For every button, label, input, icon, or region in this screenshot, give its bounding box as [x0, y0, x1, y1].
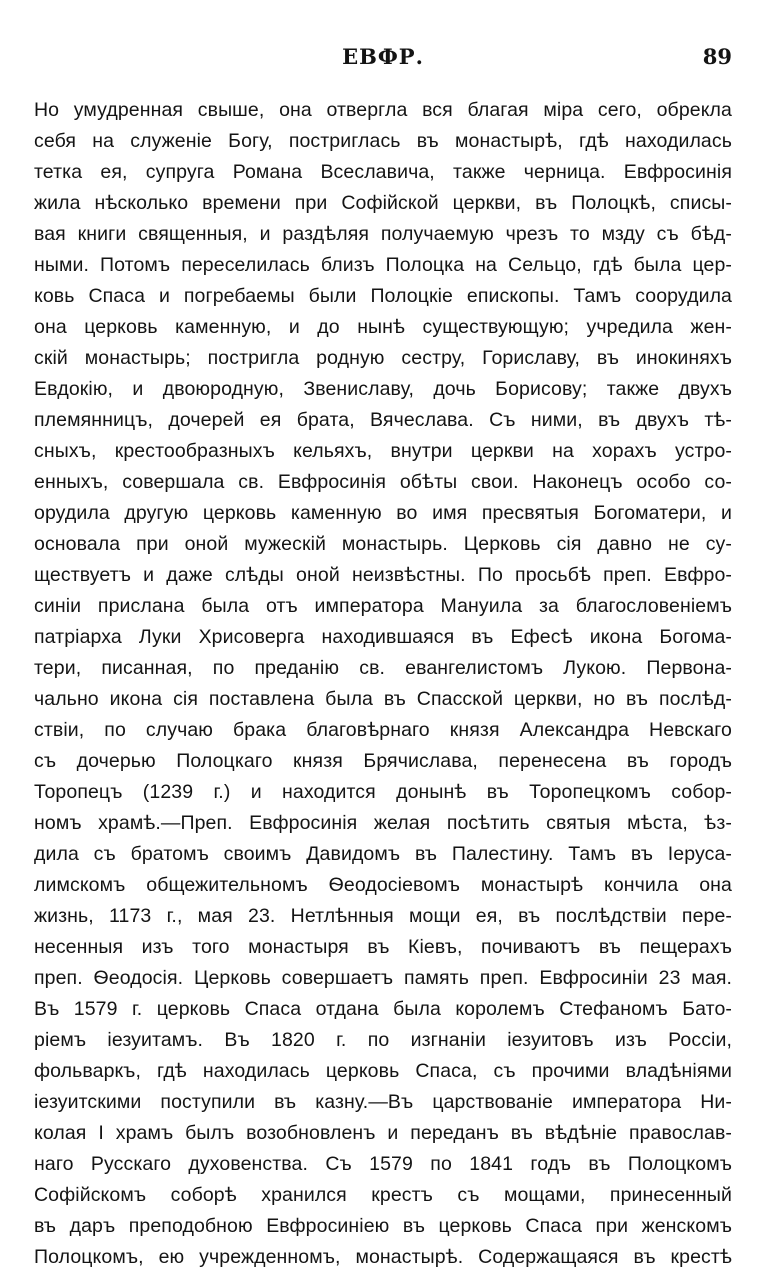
text-line: Софійскомъ соборѣ хранился крестъ съ мощами, принесенный	[34, 1184, 732, 1206]
text-line: себя на служеніе Богу, постриглась въ монастырѣ, гдѣ находилась	[34, 130, 732, 152]
text-line: ріемъ іезуитамъ. Въ 1820 г. по изгнаніи іезуитовъ изъ Россіи,	[34, 1029, 732, 1051]
body-text	[34, 95, 732, 1273]
text-line: скій монастырь; постригла родную сестру, Гориславу, въ инокиняхъ	[34, 347, 732, 369]
text-line: іезуитскими поступили въ казну.—Въ царствованіе императора Ни-	[34, 1091, 732, 1113]
text-line: сныхъ, крестообразныхъ кельяхъ, внутри церкви на хорахъ устро-	[34, 440, 732, 462]
text-line: Въ 1579 г. церковь Спаса отдана была королемъ Стефаномъ Бато-	[34, 998, 732, 1020]
text-line: тери, писанная, по преданію св. евангелистомъ Лукою. Первона-	[34, 657, 732, 679]
text-line: тетка ея, супруга Романа Всеславича, также черница. Евфросинія	[34, 161, 732, 183]
text-line: фольваркъ, гдѣ находилась церковь Спаса, съ прочими владѣніями	[34, 1060, 732, 1082]
text-line: преп. Ѳеодосія. Церковь совершаетъ память преп. Евфросиніи 23 мая.	[34, 967, 732, 989]
text-line: колая I храмъ былъ возобновленъ и переданъ въ вѣдѣніе православ-	[34, 1122, 732, 1144]
text-line: Полоцкомъ, ею учрежденномъ, монастырѣ. Содержащаяся въ крестѣ	[34, 1246, 732, 1268]
text-line: Но умудренная свыше, она отвергла вся благая міра сего, обрекла	[34, 99, 732, 121]
text-line: ствіи, по случаю брака благовѣрнаго князя Александра Невскаго	[34, 719, 732, 741]
text-line: ными. Потомъ переселилась близъ Полоцка на Сельцо, гдѣ была цер-	[34, 254, 732, 276]
text-line: енныхъ, совершала св. Евфросинія обѣты свои. Наконецъ особо со-	[34, 471, 732, 493]
text-line: патріарха Луки Хрисоверга находившаяся въ Ефесѣ икона Богома-	[34, 626, 732, 648]
text-line: вая книги священныя, и раздѣляя получаемую чрезъ то мзду съ бѣд-	[34, 223, 732, 245]
text-line: несенныя изъ того монастыря въ Кіевъ, почиваютъ въ пещерахъ	[34, 936, 732, 958]
page-number: 89	[702, 44, 732, 69]
text-line: въ даръ преподобною Евфросиніею въ церковь Спаса при женскомъ	[34, 1215, 732, 1237]
text-line: она церковь каменную, и до нынѣ существующую; учредила жен-	[34, 316, 732, 338]
text-line: наго Русскаго духовенства. Съ 1579 по 1841 годъ въ Полоцкомъ	[34, 1153, 732, 1175]
text-line: жизнь, 1173 г., мая 23. Нетлѣнныя мощи ея, въ послѣдствіи пере-	[34, 905, 732, 927]
text-line: номъ храмѣ.—Преп. Евфросинія желая посѣтить святыя мѣста, ѣз-	[34, 812, 732, 834]
text-line: лимскомъ общежительномъ Ѳеодосіевомъ монастырѣ кончила она	[34, 874, 732, 896]
text-line: ковь Спаса и погребаемы были Полоцкіе епископы. Тамъ соорудила	[34, 285, 732, 307]
text-line: синіи прислана была отъ императора Мануила за благословеніемъ	[34, 595, 732, 617]
text-line: съ дочерью Полоцкаго князя Брячислава, перенесена въ городъ	[34, 750, 732, 772]
text-line: племянницъ, дочерей ея брата, Вячеслава. Съ ними, въ двухъ тѣ-	[34, 409, 732, 431]
text-line: ществуетъ и даже слѣды оной неизвѣстны. По просьбѣ преп. Евфро-	[34, 564, 732, 586]
text-line: орудила другую церковь каменную во имя пресвятыя Богоматери, и	[34, 502, 732, 524]
text-line: жила нѣсколько времени при Софійской церкви, въ Полоцкѣ, списы-	[34, 192, 732, 214]
running-head: ЕВФР.	[342, 44, 424, 69]
text-line: основала при оной мужескій монастырь. Церковь сія давно не су-	[34, 533, 732, 555]
text-line: Торопецъ (1239 г.) и находится донынѣ въ Торопецкомъ собор-	[34, 781, 732, 803]
page-header	[34, 44, 732, 74]
text-line: Евдокію, и двоюродную, Звениславу, дочь Борисову; также двухъ	[34, 378, 732, 400]
text-line: чально икона сія поставлена была въ Спасской церкви, но въ послѣд-	[34, 688, 732, 710]
text-line: дила съ братомъ своимъ Давидомъ въ Палестину. Тамъ въ Іерусa-	[34, 843, 732, 865]
